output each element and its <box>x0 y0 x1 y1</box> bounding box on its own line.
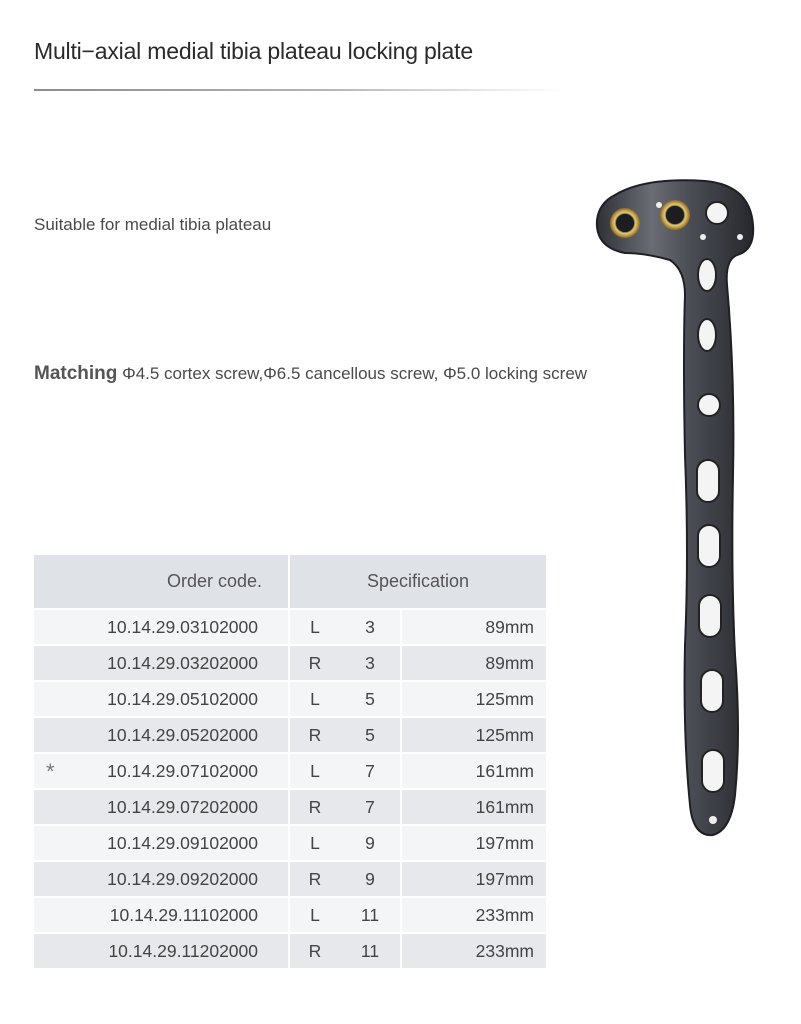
holes-cell <box>340 825 401 861</box>
side-cell-text: L <box>310 760 320 781</box>
recommended-marker: * <box>46 759 55 784</box>
holes-cell-text: 7 <box>365 760 375 781</box>
holes-cell-text: 9 <box>365 868 375 889</box>
holes-cell-text: 3 <box>365 652 375 673</box>
side-cell-text: R <box>308 868 322 889</box>
side-cell <box>289 645 340 681</box>
order-code-cell-text: 10.14.29.09102000 <box>107 832 258 853</box>
holes-cell-text: 11 <box>360 904 380 925</box>
table-row <box>34 897 546 933</box>
length-cell <box>401 717 546 753</box>
side-cell-text: R <box>308 652 322 673</box>
length-cell <box>401 933 546 968</box>
side-cell <box>289 609 340 645</box>
order-code-cell-text: 10.14.29.09202000 <box>107 868 258 889</box>
table-row <box>34 681 546 717</box>
length-cell-text: 233mm <box>475 940 534 961</box>
order-code-cell-text: 10.14.29.11202000 <box>108 940 258 961</box>
table-row <box>34 753 546 789</box>
tibia-plate-image <box>585 175 765 845</box>
side-cell-text: L <box>310 832 320 853</box>
length-cell-text: 233mm <box>475 904 534 925</box>
side-cell-text: L <box>310 904 320 925</box>
holes-cell <box>340 681 401 717</box>
order-code-cell <box>34 897 289 933</box>
holes-cell-text: 7 <box>365 796 375 817</box>
length-cell <box>401 789 546 825</box>
order-code-cell <box>34 645 289 681</box>
length-cell-text: 197mm <box>475 868 534 889</box>
matching-screws: Φ4.5 cortex screw,Φ6.5 cancellous screw, Φ5.0 locking screw <box>122 364 588 383</box>
order-code-cell <box>34 753 289 789</box>
holes-cell <box>340 933 401 968</box>
length-cell <box>401 753 546 789</box>
holes-cell-text: 5 <box>365 688 375 709</box>
length-cell <box>401 645 546 681</box>
holes-cell <box>340 897 401 933</box>
holes-cell <box>340 861 401 897</box>
holes-cell <box>340 717 401 753</box>
side-cell-text: R <box>308 724 322 745</box>
table-row <box>34 825 546 861</box>
table-row <box>34 861 546 897</box>
side-cell-text: L <box>310 616 320 637</box>
table-row <box>34 609 546 645</box>
side-cell-text: R <box>308 940 322 961</box>
holes-cell <box>340 609 401 645</box>
length-cell-text: 161mm <box>475 760 534 781</box>
side-cell <box>289 861 340 897</box>
holes-cell <box>340 789 401 825</box>
length-cell <box>401 825 546 861</box>
title-divider <box>34 89 564 91</box>
holes-cell-text: 11 <box>360 940 380 961</box>
side-cell <box>289 897 340 933</box>
order-code-cell <box>34 681 289 717</box>
order-code-cell <box>34 789 289 825</box>
header-specification: Specification <box>289 555 546 609</box>
order-code-cell <box>34 861 289 897</box>
table-row <box>34 717 546 753</box>
order-code-cell-text: 10.14.29.05102000 <box>107 688 258 709</box>
table-row <box>34 645 546 681</box>
side-cell-text: R <box>308 796 322 817</box>
side-cell <box>289 717 340 753</box>
header-order-code: Order code. <box>34 555 289 609</box>
holes-cell-text: 3 <box>365 616 375 637</box>
spec-table-body <box>34 609 546 968</box>
holes-cell <box>340 753 401 789</box>
order-code-cell <box>34 825 289 861</box>
order-code-cell-text: 10.14.29.11102000 <box>109 904 258 925</box>
side-cell <box>289 933 340 968</box>
order-code-cell-text: 10.14.29.05202000 <box>107 724 258 745</box>
length-cell-text: 89mm <box>485 616 534 637</box>
order-code-cell <box>34 933 289 968</box>
length-cell <box>401 681 546 717</box>
holes-cell-text: 5 <box>365 724 375 745</box>
holes-cell <box>340 645 401 681</box>
length-cell-text: 89mm <box>485 652 534 673</box>
matching-text <box>34 360 644 387</box>
order-code-cell <box>34 609 289 645</box>
length-cell <box>401 609 546 645</box>
spec-table <box>34 555 546 968</box>
side-cell <box>289 681 340 717</box>
order-code-cell-text: 10.14.29.07102000 <box>107 760 258 781</box>
holes-cell-text: 9 <box>365 832 375 853</box>
side-cell <box>289 789 340 825</box>
table-row <box>34 933 546 968</box>
length-cell-text: 197mm <box>475 832 534 853</box>
side-cell-text: L <box>310 688 320 709</box>
order-code-cell-text: 10.14.29.03202000 <box>107 652 258 673</box>
length-cell-text: 125mm <box>475 688 534 709</box>
length-cell-text: 161mm <box>475 796 534 817</box>
side-cell <box>289 825 340 861</box>
side-cell <box>289 753 340 789</box>
length-cell <box>401 897 546 933</box>
order-code-cell-text: 10.14.29.07202000 <box>107 796 258 817</box>
order-code-cell-text: 10.14.29.03102000 <box>107 616 258 637</box>
page-title: Multi−axial medial tibia plateau locking plate <box>34 38 473 64</box>
length-cell <box>401 861 546 897</box>
order-code-cell <box>34 717 289 753</box>
table-header-row <box>34 555 546 609</box>
matching-keyword: Matching <box>34 363 118 384</box>
suitable-text: Suitable for medial tibia plateau <box>34 215 272 234</box>
table-row <box>34 789 546 825</box>
length-cell-text: 125mm <box>475 724 534 745</box>
